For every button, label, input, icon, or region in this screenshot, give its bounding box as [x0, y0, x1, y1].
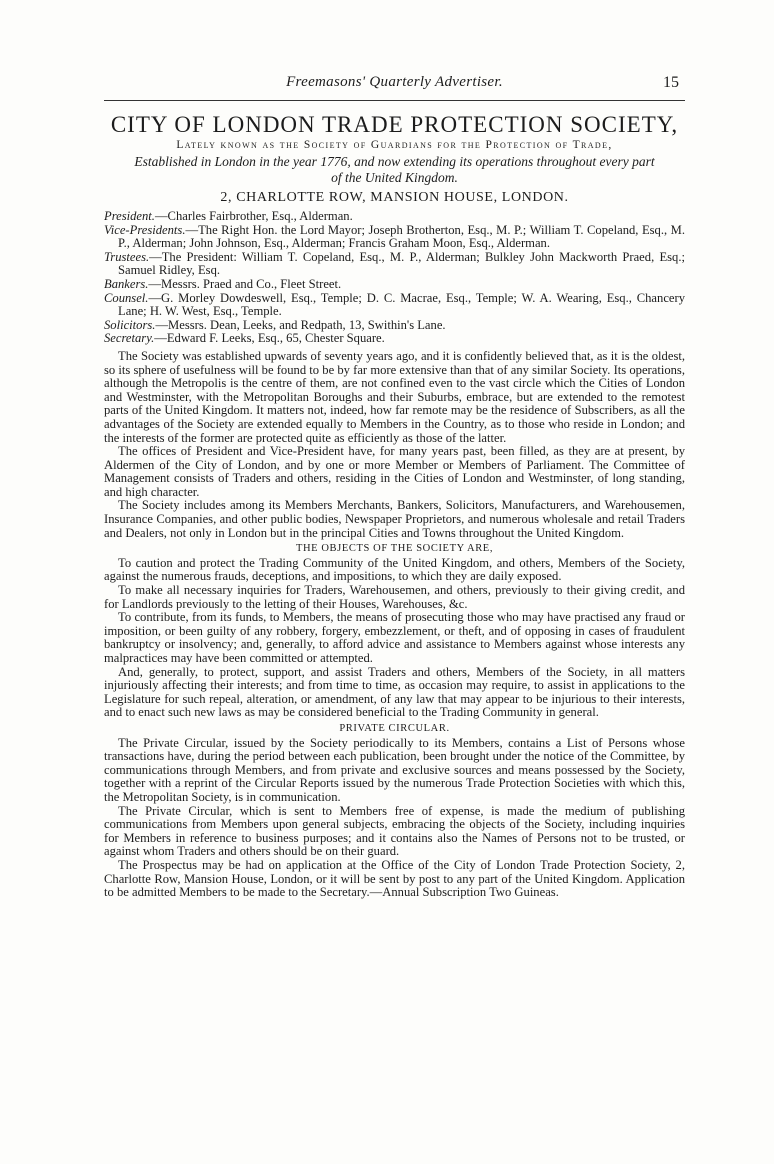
officer-trustees — [104, 251, 685, 278]
officer-names: —G. Morley Dowdeswell, Esq., Temple; D. C. Macrae, Esq., Temple; W. A. Wearing, Esq., Chancery Lane; H. W. West, Esq., Temple. — [118, 290, 685, 319]
officer-role: Bankers. — [104, 276, 149, 291]
paragraph: The Private Circular, issued by the Society periodically to its Members, contains a List of Persons whose transactions have, during the period between each publication, been brought under the notice of the Committee, by communications through Members, and from private and exclusive sources and means possessed by the Society, together with a reprint of the Circular Reports issued by the numerous Trade Protection Societies with which this, the Metropolitan Society, is in communication. — [104, 735, 685, 804]
officer-counsel — [104, 292, 685, 319]
officers-list — [104, 210, 685, 346]
officer-role: Secretary. — [104, 331, 155, 346]
paragraph: And, generally, to protect, support, and assist Traders and others, Members of the Society, in all matters injuriously affecting their interests; and from time to time, as occasion may require, to assist in applications to the Legislature for such repeal, alteration, or amendment, of any law that may appear to be injurious to their interests, and to enact such new laws as may be considered beneficial to the Trading Community in general. — [104, 664, 685, 720]
body-text — [104, 350, 685, 900]
officer-secretary — [104, 332, 685, 346]
officer-solicitors — [104, 319, 685, 333]
page-number: 15 — [663, 74, 679, 91]
private-circular-heading: PRIVATE CIRCULAR. — [339, 722, 450, 734]
officer-names: —Charles Fairbrother, Esq., Alderman. — [154, 209, 353, 223]
officer-names: —The Right Hon. the Lord Mayor; Joseph Brotherton, Esq., M. P.; William T. Copeland, Esq., M. P., Alderman; John Johnson, Esq., Alderman; Francis Graham Moon, Esq., Alderman. — [118, 222, 685, 251]
officer-names: —Messrs. Dean, Leeks, and Redpath, 13, Swithin's Lane. — [155, 317, 446, 332]
officer-role: Trustees. — [104, 249, 150, 264]
running-head — [104, 74, 685, 96]
paragraph: To make all necessary inquiries for Traders, Warehousemen, and others, previously to their giving credit, and for Landlords previously to the letting of their Houses, Warehouses, &c. — [104, 583, 685, 611]
society-title: CITY OF LONDON TRADE PROTECTION SOCIETY, — [110, 112, 679, 137]
society-address: 2, CHARLOTTE ROW, MANSION HOUSE, LONDON. — [220, 190, 569, 205]
paragraph: To caution and protect the Trading Community of the United Kingdom, and others, Members of the Society, against the numerous frauds, deceptions, and impositions, to which they are daily exposed. — [104, 555, 685, 584]
society-subtitle: Lately known as the Society of Guardians for the Protection of Trade, — [176, 139, 613, 151]
objects-heading: THE OBJECTS OF THE SOCIETY ARE, — [295, 543, 494, 555]
header-rule — [104, 100, 685, 101]
paragraph: To contribute, from its funds, to Members, the means of prosecuting those who may have practised any fraud or imposition, or been guilty of any robbery, forgery, embezzlement, or theft, and of opposing in cases of fraudulent bankruptcy or insolvency; and, generally, to afford advice and assistance to Members against whose interests any malpractices may have been committed or attempted. — [104, 610, 685, 665]
officer-vice-presidents — [104, 224, 685, 251]
paragraph: The Private Circular, which is sent to Members free of expense, is made the medium of publishing communications from Members upon general subjects, embracing the objects of the Society, including inquiries for Members in reference to business purposes; and it contains also the Names of Persons not to be trusted, or against whom Traders and others should be on their guard. — [104, 803, 685, 859]
officer-role: Solicitors. — [104, 317, 156, 332]
advertisement-page — [104, 74, 685, 900]
officer-president — [104, 210, 685, 224]
officer-role: Counsel. — [104, 290, 149, 305]
running-title: Freemasons' Quarterly Advertiser. — [286, 74, 503, 90]
officer-names: —The President: William T. Copeland, Esq., M. P., Alderman; Bulkley John Mackworth Praed, Esq.; Samuel Ridley, Esq. — [118, 249, 685, 278]
paragraph: The Society includes among its Members Merchants, Bankers, Solicitors, Manufacturers, and Warehousemen, Insurance Companies, and other public bodies, Newspaper Proprietors, and numerous wholesale and retail Traders and Dealers, not only in London but in the principal Cities and Towns throughout the United Kingdom. — [104, 498, 685, 540]
officer-names: —Messrs. Praed and Co., Fleet Street. — [148, 276, 342, 291]
paragraph: The Society was established upwards of seventy years ago, and it is confidently believed that, as it is the oldest, so its sphere of usefulness will be found to be by far more extensive than that of any similar Society. Its operations, although the Metropolis is the centre of them, are not confined even to the vast circle which the Cities of London and Westminster, with the Metropolitan Boroughs and their Suburbs, embrace, but are extended to the remotest parts of the United Kingdom. It matters not, indeed, how far remote may be the residence of Subscribers, as all the advantages of the Society are extended equally to Members in the Country, as to those who reside in London; and the interests of the former are protected quite as efficiently as those of the latter. — [104, 348, 685, 445]
officer-names: —Edward F. Leeks, Esq., 65, Chester Square. — [154, 331, 385, 346]
officer-role: President. — [104, 209, 155, 223]
paragraph: The offices of President and Vice-President have, for many years past, been filled, as they are at present, by Aldermen of the City of London, and by one or more Member or Members of Parliament. The Committee of Management consists of Traders and others, residing in the Cities of London and Westminster, of long standing, and high character. — [104, 444, 685, 499]
officer-bankers — [104, 278, 685, 292]
established-note: Established in London in the year 1776, and now extending its operations throughout every part of the United Kingdom. — [134, 154, 655, 185]
paragraph: The Prospectus may be had on application at the Office of the City of London Trade Protection Society, 2, Charlotte Row, Mansion House, London, or it will be sent by post to any part of the United Kingdom. Application to be admitted Members to be made to the Secretary.—Annual Subscription Two Guineas. — [104, 857, 685, 900]
officer-role: Vice-Presidents. — [104, 222, 186, 237]
